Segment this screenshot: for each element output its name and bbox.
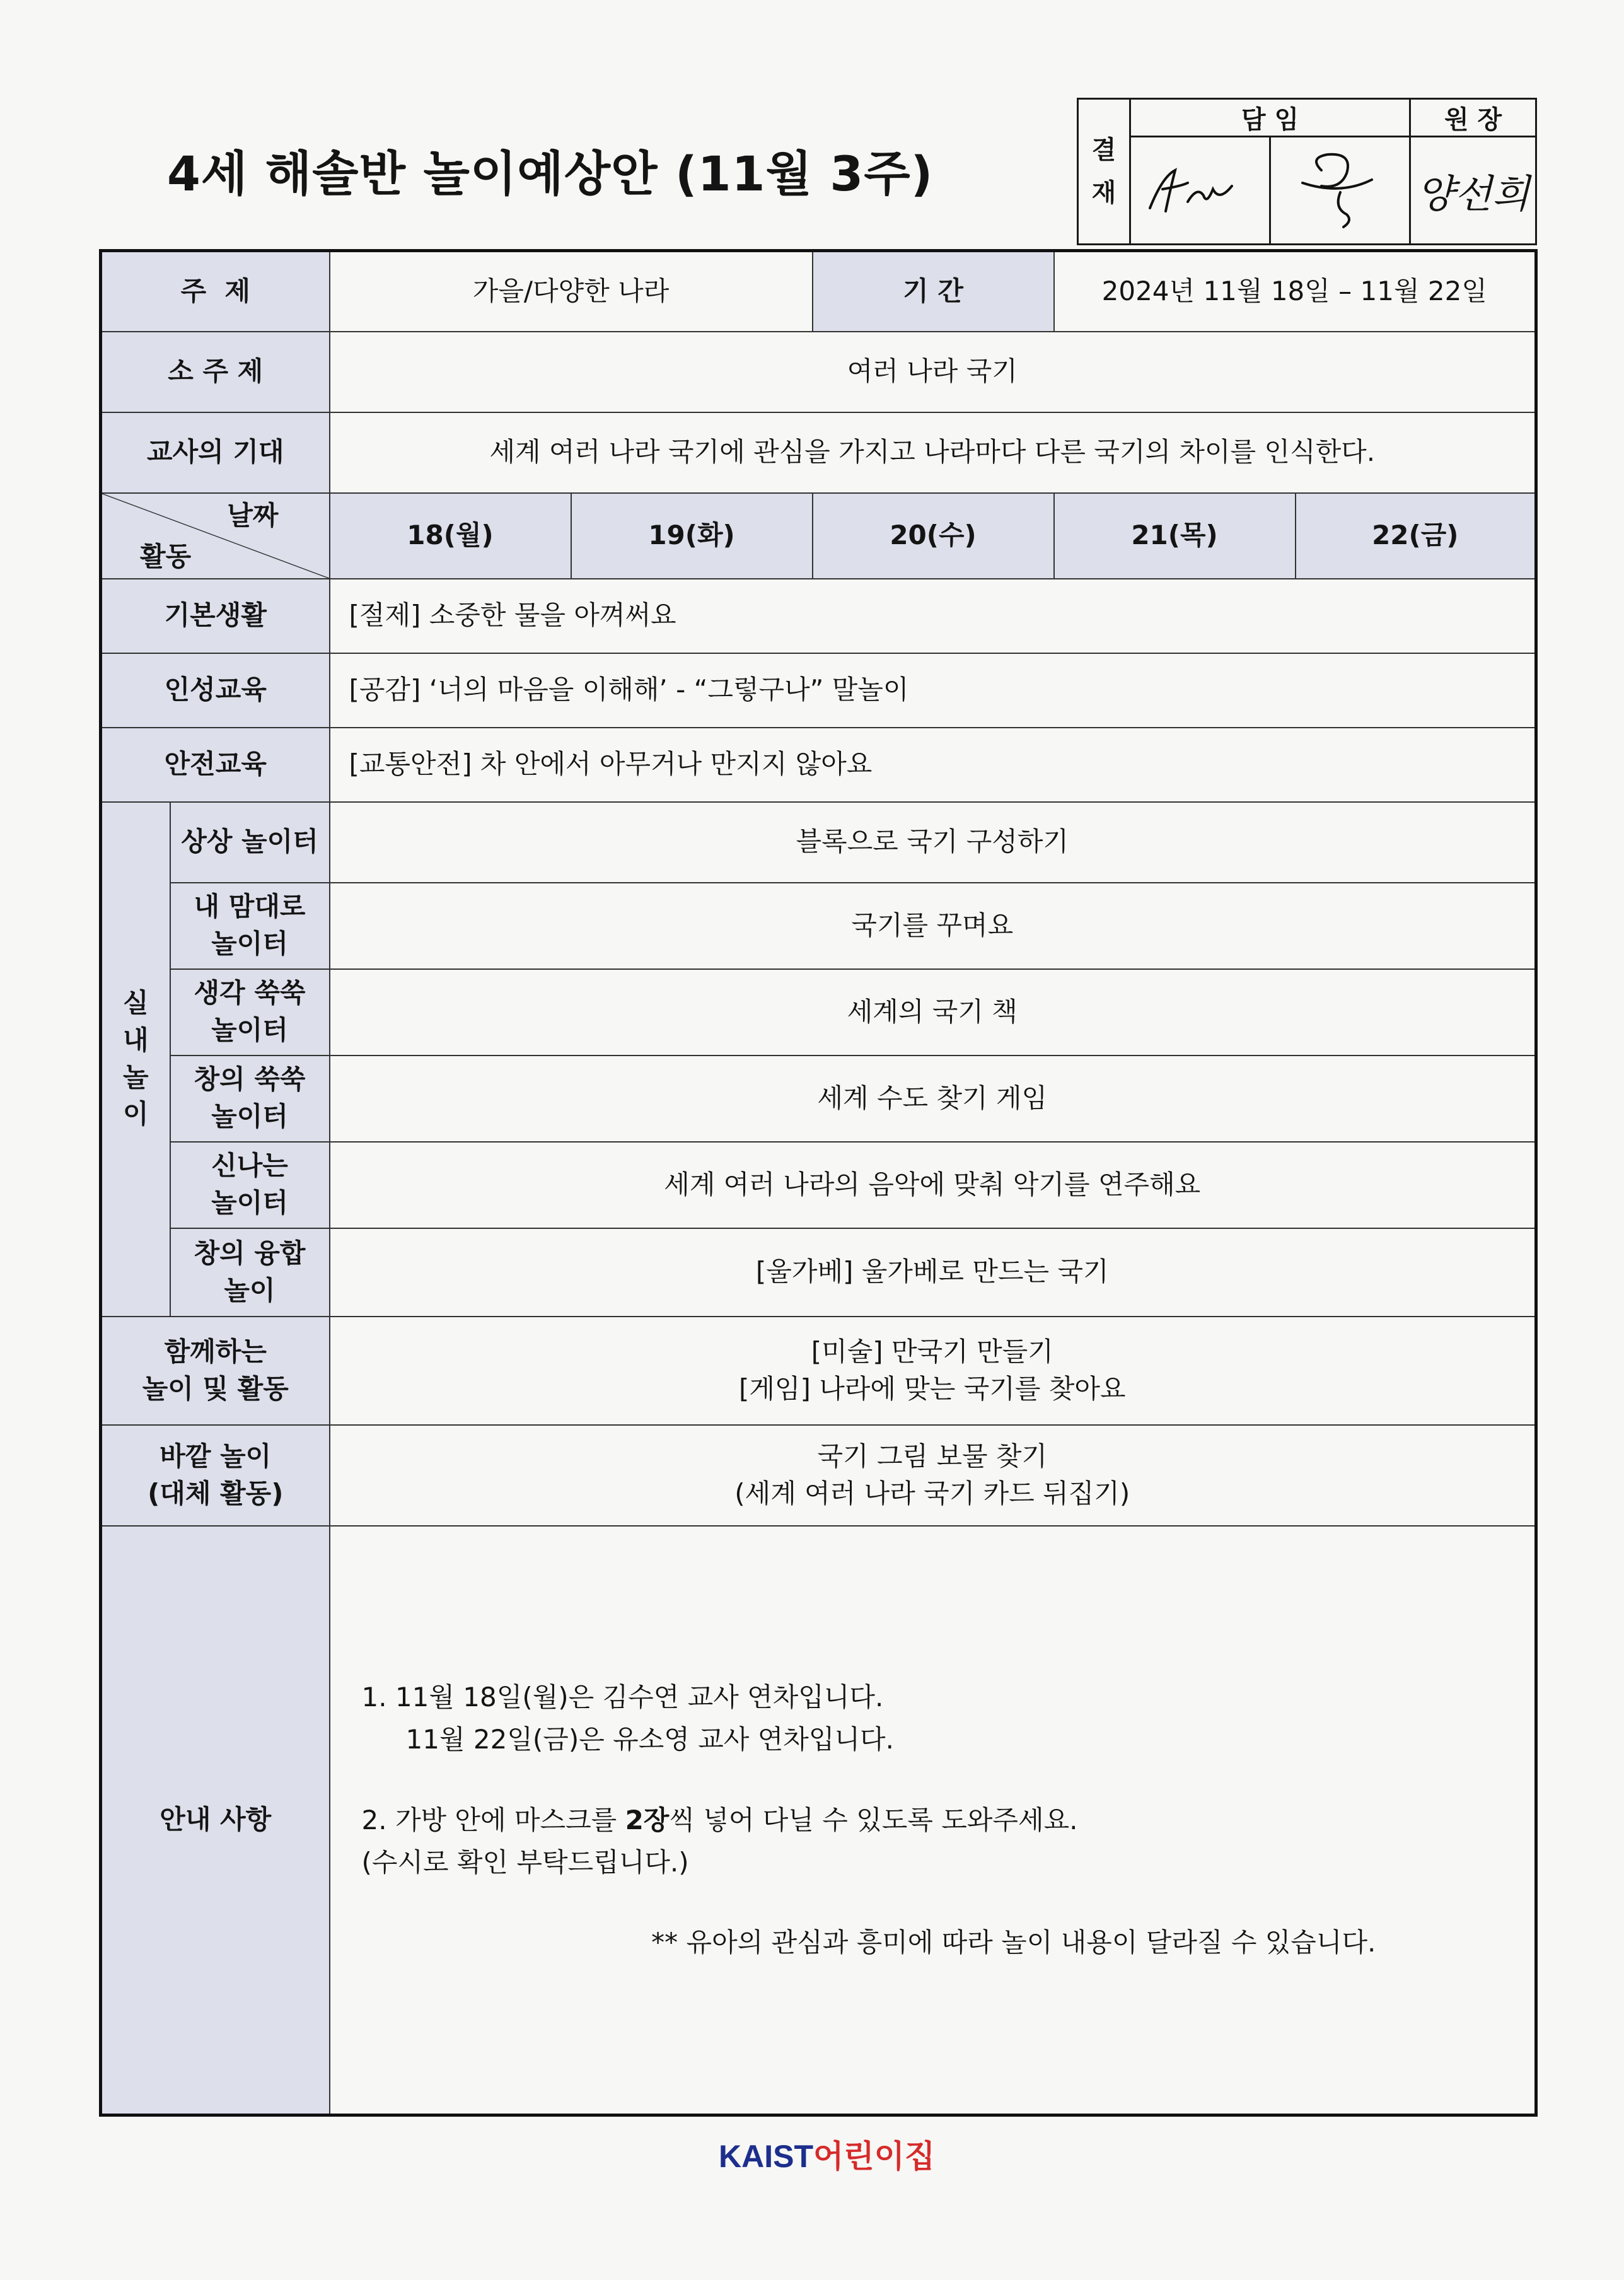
director-signature: [1410, 137, 1536, 245]
together-line: [게임] 나라에 맞는 국기를 찾아요: [738, 1373, 1126, 1404]
outdoor-line: (세계 여러 나라 국기 카드 뒤집기): [734, 1477, 1130, 1509]
indoor-play-label: [101, 802, 170, 1317]
indoor-area-content: 국기를 꾸며요: [330, 883, 1536, 969]
basic-life-value: [절제] 소중한 물을 아껴써요: [330, 579, 1536, 653]
day-header: 22(금): [1296, 493, 1536, 579]
notice-line: (수시로 확인 부탁드립니다.): [361, 1846, 689, 1878]
expectation-label: 교사의 기대: [101, 412, 330, 493]
indoor-area-name: 창의 융합 놀이: [170, 1228, 330, 1317]
indoor-area-content: 세계 수도 찾기 게임: [330, 1056, 1536, 1142]
indoor-area-content: [울가베] 울가베로 만드는 국기: [330, 1228, 1536, 1317]
logo-kaist-text: KAIST: [719, 2139, 813, 2174]
notice-line: 11월 22일(금)은 유소영 교사 연차입니다.: [405, 1724, 894, 1755]
indoor-char: 놀: [122, 1061, 149, 1093]
indoor-char: 실: [122, 987, 149, 1018]
indoor-area-content: 블록으로 국기 구성하기: [330, 802, 1536, 883]
character-edu-value: [공감] ‘너의 마음을 이해해’ - “그렇구나” 말놀이: [330, 653, 1536, 728]
approval-label: [1078, 99, 1130, 245]
homeroom-signature-2: [1270, 137, 1410, 245]
indoor-area-content: 세계 여러 나라의 음악에 맞춰 악기를 연주해요: [330, 1142, 1536, 1228]
notice-line: 1. 11월 18일(월)은 김수연 교사 연차입니다.: [361, 1682, 884, 1713]
period-label: 기 간: [813, 251, 1054, 332]
basic-life-label: 기본생활: [101, 579, 330, 653]
plan-table: [99, 249, 1538, 2117]
indoor-area-name: 신나는 놀이터: [170, 1142, 330, 1228]
date-activity-header: [101, 493, 330, 579]
diagonal-line: [102, 494, 329, 578]
theme-label: 주 제: [101, 251, 330, 332]
notice-footnote: ** 유아의 관심과 흥미에 따라 놀이 내용이 달라질 수 있습니다.: [651, 1927, 1376, 1958]
indoor-area-name: 상상 놀이터: [170, 802, 330, 883]
day-header: 18(월): [330, 493, 571, 579]
signature-icon: [1277, 145, 1403, 233]
together-label: 함께하는 놀이 및 활동: [101, 1317, 330, 1425]
indoor-area-content: 세계의 국기 책: [330, 969, 1536, 1056]
period-value: 2024년 11월 18일 – 11월 22일: [1054, 251, 1536, 332]
together-value: [330, 1317, 1536, 1425]
together-line: [미술] 만국기 만들기: [811, 1335, 1053, 1367]
subtheme-label: 소 주 제: [101, 332, 330, 412]
indoor-char: 이: [122, 1098, 149, 1130]
notice-text: 2. 가방 안에 마스크를: [361, 1804, 625, 1835]
homeroom-header: 담 임: [1130, 99, 1410, 137]
notice-label: 안내 사항: [101, 1526, 330, 2115]
outdoor-line: 국기 그림 보물 찾기: [817, 1440, 1048, 1472]
kaist-daycare-logo: [719, 2131, 935, 2177]
day-header: 21(목): [1054, 493, 1296, 579]
notice-line: [362, 1799, 1528, 1841]
expectation-value: 세계 여러 나라 국기에 관심을 가지고 나라마다 다른 국기의 차이를 인식한다.: [330, 412, 1536, 493]
activity-header-label: 활동: [140, 540, 192, 572]
subtheme-value: 여러 나라 국기: [330, 332, 1536, 412]
indoor-area-name: 창의 쑥쑥 놀이터: [170, 1056, 330, 1142]
safety-edu-label: 안전교육: [101, 728, 330, 802]
day-header: 19(화): [571, 493, 813, 579]
page-title: 4세 해솔반 놀이예상안 (11월 3주): [167, 146, 934, 202]
indoor-area-name: 내 맘대로 놀이터: [170, 883, 330, 969]
indoor-char: 내: [122, 1024, 149, 1056]
approval-box: [1077, 98, 1537, 245]
outdoor-value: [330, 1425, 1536, 1526]
signature-icon: [1137, 151, 1263, 227]
safety-edu-value: [교통안전] 차 안에서 아무거나 만지지 않아요: [330, 728, 1536, 802]
theme-value: 가을/다양한 나라: [330, 251, 813, 332]
date-header-label: 날짜: [227, 499, 279, 531]
homeroom-signature-1: [1130, 137, 1270, 245]
logo-daycare-text: 어린이집: [813, 2138, 936, 2175]
notice-emphasis: 2장: [625, 1804, 670, 1835]
indoor-area-name: 생각 쑥쑥 놀이터: [170, 969, 330, 1056]
director-signature-text: 양선희: [1416, 170, 1530, 217]
notice-text: 씩 넣어 다닐 수 있도록 도와주세요.: [669, 1804, 1078, 1835]
director-header: 원 장: [1410, 99, 1536, 137]
character-edu-label: 인성교육: [101, 653, 330, 728]
notice-content: [330, 1526, 1536, 2115]
outdoor-label: 바깥 놀이 (대체 활동): [101, 1425, 330, 1526]
approval-label-text: 결 재: [1091, 136, 1116, 207]
day-header: 20(수): [813, 493, 1054, 579]
